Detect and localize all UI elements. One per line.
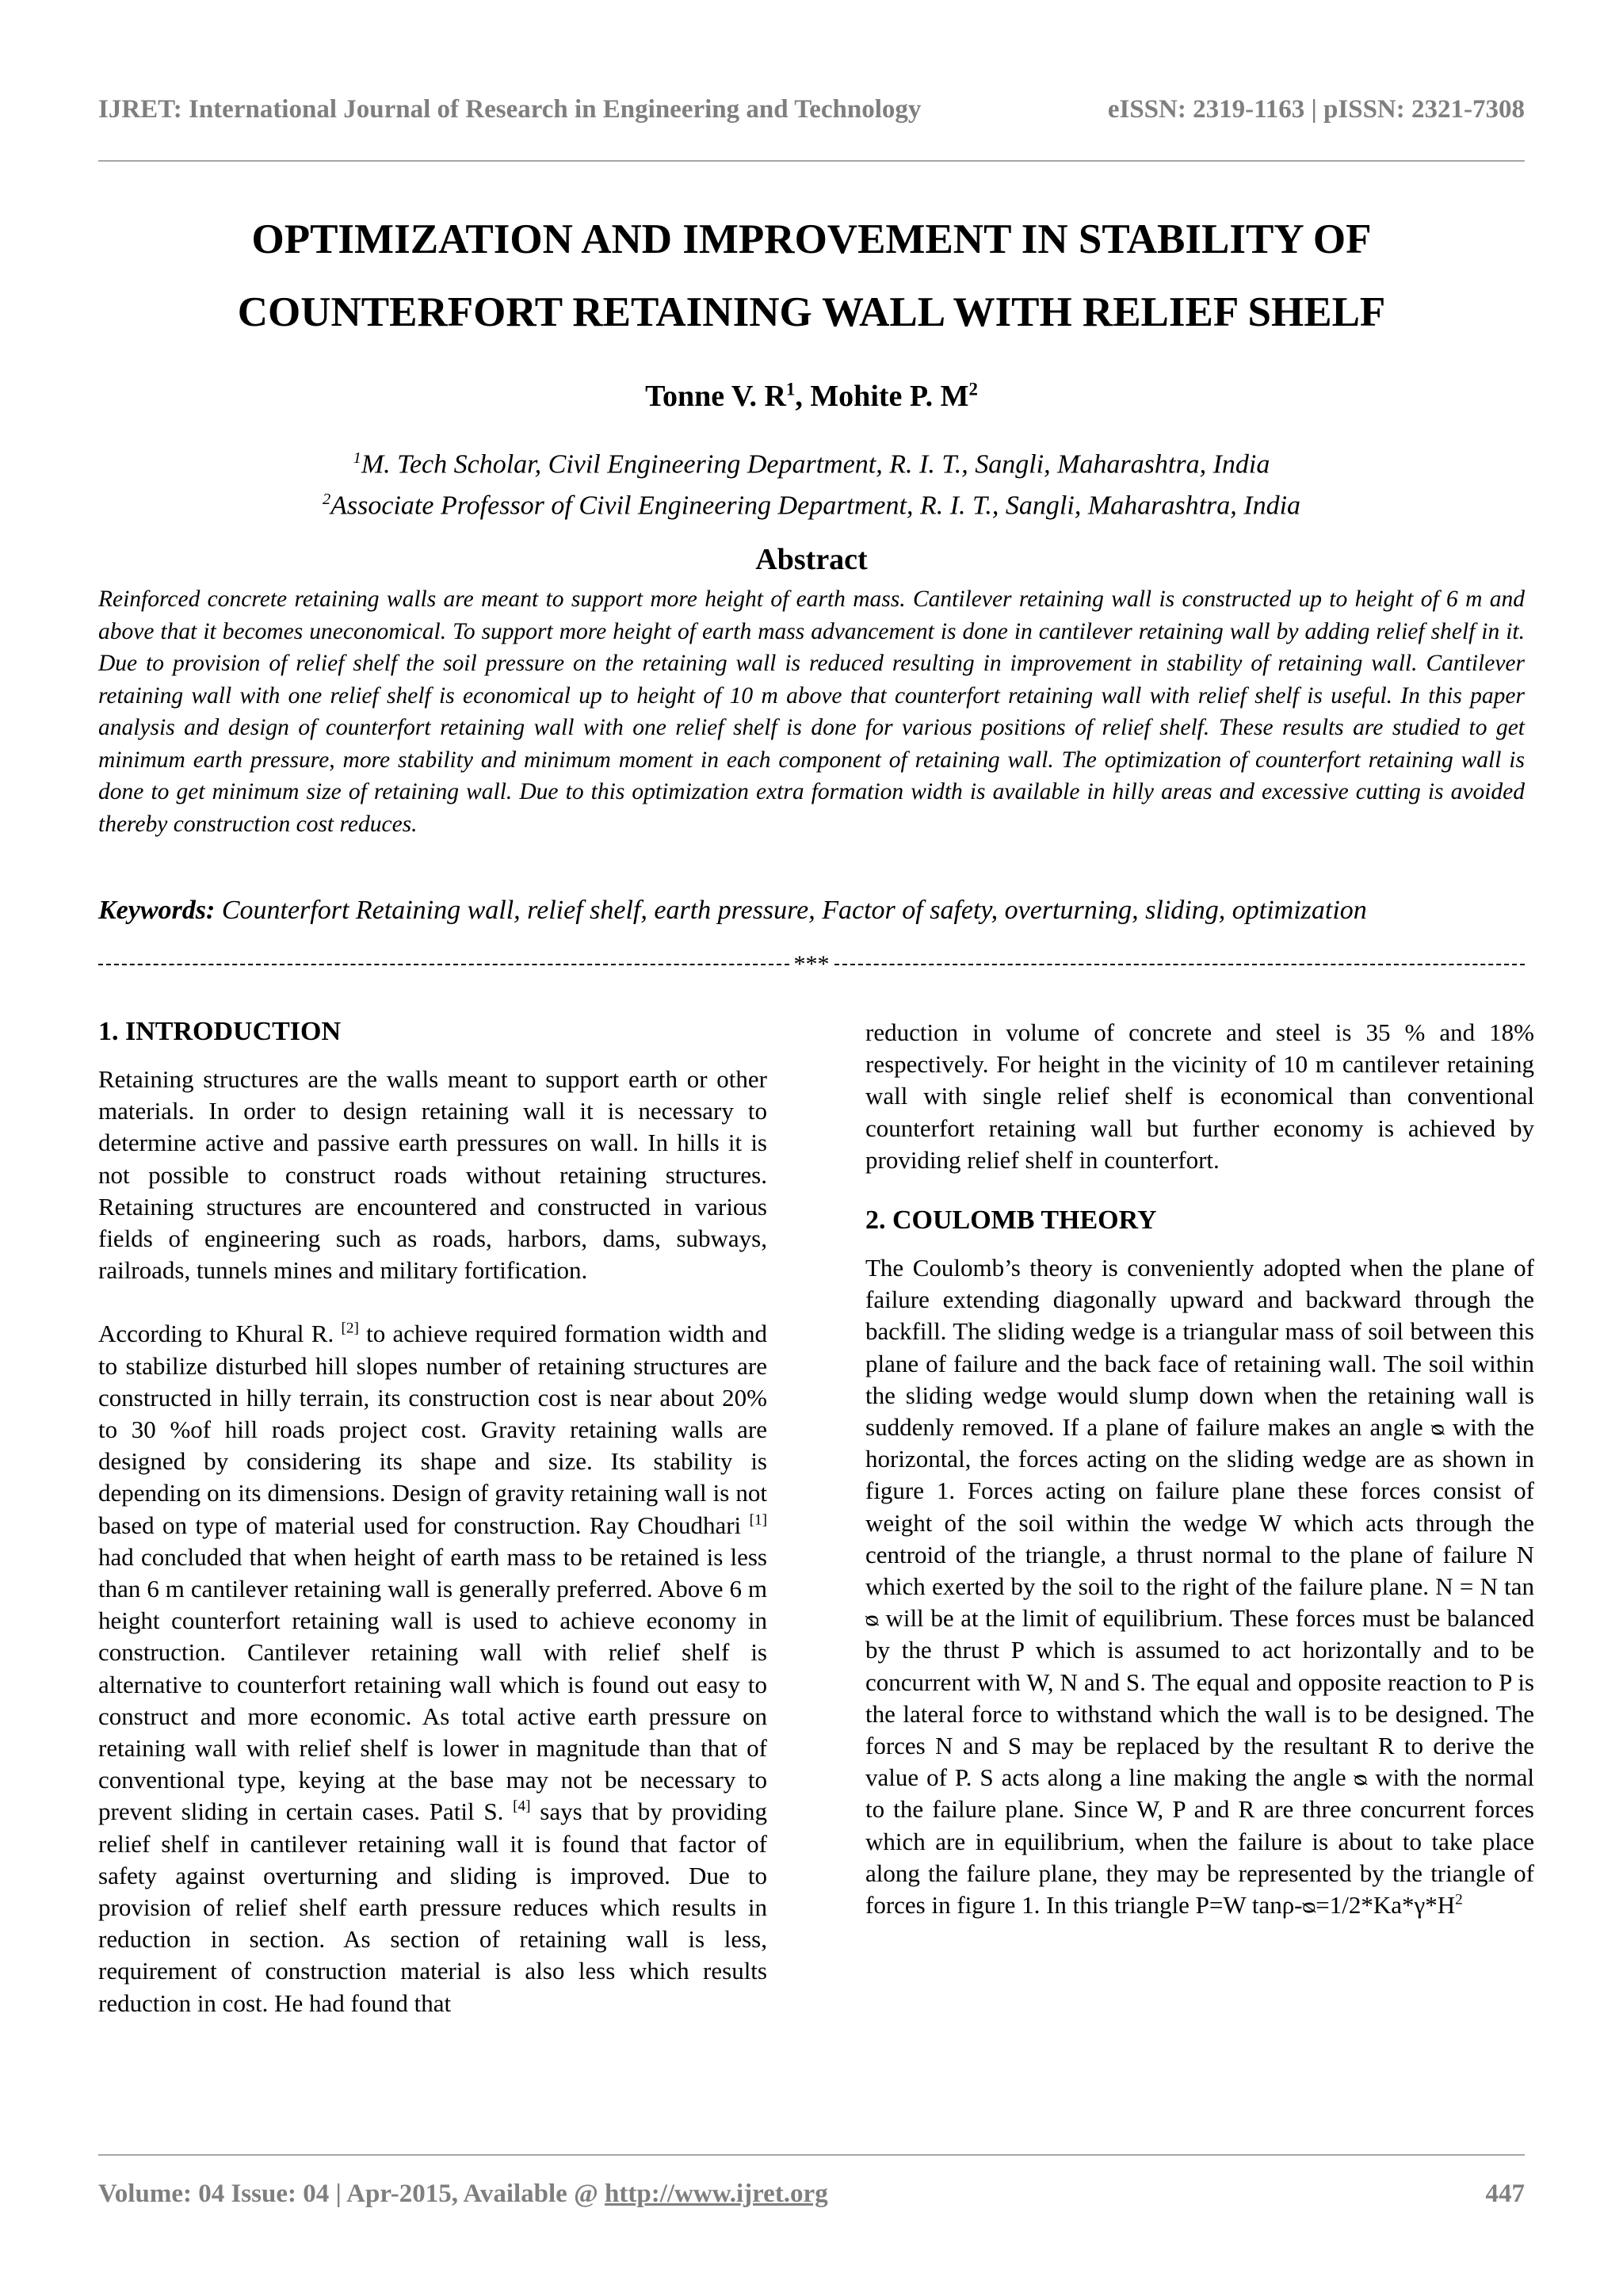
para-2-text-b: to achieve required formation width and to stabilize disturbed hill slopes number of retaining structures are constructed in hilly terrain, its construction cost is near about 20% to 30 %of hill roads project cost. Gravity retaining walls are designed by considering its shape and size. Its stability is depending on its dimensions. Design of gravity retaining wall is not based on type of material used for construction. Ray Choudhari — [98, 1320, 767, 1539]
section-separator — [98, 951, 1525, 978]
header-rule — [98, 160, 1525, 162]
section-2-text: The Coulomb’s theory is conveniently adopted when the plane of failure extending diagonally upward and backward through the backfill. The sliding wedge is a triangular mass of soil between this plane of failure and the back face of retaining wall. The soil within the sliding wedge would slump down when the retaining wall is suddenly removed. If a plane of failure makes an angle ᴓ with the horizontal, the forces acting on the sliding wedge are as shown in figure 1. Forces acting on failure plane these forces consist of weight of the soil within the wedge W which acts through the centroid of the triangle, a thrust normal to the plane of failure N which exerted by the soil to the right of the failure plane. N = N tan ᴓ will be at the limit of equilibrium. These forces must be balanced by the thrust P which is assumed to act horizontally and to be concurrent with W, N and S. The equal and opposite reaction to P is the lateral force to withstand which the wall is to be designed. The forces N and S may be replaced by the resultant R to derive the value of P. S acts along a line making the angle ᴓ with the normal to the failure plane. Since W, P and R are three concurrent forces which are in equilibrium, when the failure is about to take place along the failure plane, they may be represented by the triangle of forces in figure 1. In this triangle P=W tanρ-ᴓ=1/2*Ka*γ*H — [865, 1254, 1534, 1920]
page-number: 447 — [1485, 2179, 1525, 2208]
author-2: Mohite P. M — [810, 380, 969, 413]
section-2-para-1 — [865, 1252, 1534, 1921]
reference-4: [4] — [513, 1798, 531, 1816]
affiliations — [98, 441, 1525, 524]
author-1-sup: 1 — [785, 379, 796, 399]
section-1-continuation: reduction in volume of concrete and steel is 35 % and 18% respectively. For height in the vicinity of 10 m cantilever retaining wall with single relief shelf is economical than conventional counterfort retaining wall but further economy is achieved by providing relief shelf in counterfort. — [865, 1018, 1534, 1174]
affiliation-1-text: M. Tech Scholar, Civil Engineering Department, R. I. T., Sangli, Maharashtra, India — [361, 449, 1270, 479]
keywords — [98, 896, 1525, 926]
separator-dash-right — [834, 964, 1526, 965]
author-2-sup: 2 — [968, 379, 978, 399]
running-header — [98, 95, 1525, 124]
author-1: Tonne V. R — [645, 380, 786, 413]
title-line-2: COUNTERFORT RETAINING WALL WITH RELIEF SHELF — [237, 289, 1386, 335]
reference-1: [1] — [749, 1511, 767, 1529]
footer-rule — [98, 2154, 1525, 2156]
issn: eISSN: 2319-1163 | pISSN: 2321-7308 — [1107, 95, 1525, 124]
journal-name: IJRET: International Journal of Research in Engineering and Technology — [98, 95, 922, 124]
abstract-body: Reinforced concrete retaining walls are meant to support more height of earth mass. Cantilever retaining wall is constructed up to height of 6 m and above that it becomes uneconomical. To support more height of earth mass advancement is done in cantilever retaining wall by adding relief shelf in it. Due to provision of relief shelf the soil pressure on the retaining wall is reduced resulting in improvement in stability of retaining wall. Cantilever retaining wall with one relief shelf is economical up to height of 10 m above that counterfort retaining wall with relief shelf is useful. In this paper analysis and design of counterfort retaining wall with one relief shelf is done for various positions of relief shelf. These results are studied to get minimum earth pressure, more stability and minimum moment in each component of retaining wall. The optimization of counterfort retaining wall is done to get minimum size of retaining wall. Due to this optimization extra formation width is available in hilly areas and excessive cutting is avoided thereby construction cost reduces. — [98, 586, 1525, 837]
formula-sup: 2 — [1455, 1891, 1463, 1908]
keywords-text: Counterfort Retaining wall, relief shelf, earth pressure, Factor of safety, overturning, sliding, optimization — [215, 896, 1367, 925]
keywords-label: Keywords: — [98, 896, 216, 925]
affiliation-2 — [98, 482, 1525, 523]
affiliation-1-sup: 1 — [353, 449, 361, 467]
right-column — [865, 1017, 1534, 1921]
affiliation-2-sup: 2 — [322, 491, 331, 509]
author-separator: , — [795, 380, 811, 413]
volume-info — [98, 2179, 828, 2209]
para-2-text-d: says that by providing relief shelf in cantilever retaining wall it is found that factor of safety against overturning and sliding is improved. Due to provision of relief shelf earth pressure reduces which results in reduction in section. As section of retaining wall is less, requirement of construction material is also less which results reduction in cost. He had found that — [98, 1797, 768, 2017]
section-1-para-2 — [98, 1318, 767, 2019]
abstract-heading: Abstract — [755, 543, 868, 576]
para-2-text-a: According to Khural R. — [98, 1320, 342, 1348]
affiliation-2-text: Associate Professor of Civil Engineering Department, R. I. T., Sangli, Maharashtra, India — [330, 491, 1301, 521]
title-line-1: OPTIMIZATION AND IMPROVEMENT IN STABILITY OF — [251, 216, 1372, 262]
volume-text: Volume: 04 Issue: 04 | Apr-2015, Available @ — [98, 2179, 605, 2208]
running-footer — [98, 2179, 1525, 2209]
section-1-para-1: Retaining structures are the walls meant to support earth or other materials. In order to design retaining wall it is necessary to determine active and passive earth pressures on wall. In hills it is not possible to construct roads without retaining structures. Retaining structures are encountered and constructed in various fields of engineering such as roads, harbors, dams, subways, railroads, tunnels mines and military fortification. — [98, 1065, 767, 1285]
affiliation-1 — [98, 441, 1525, 482]
separator-stars: *** — [793, 951, 830, 977]
section-1-heading: 1. INTRODUCTION — [98, 1017, 342, 1046]
separator-dash-left — [98, 964, 789, 965]
paper-title — [98, 203, 1525, 349]
section-2-heading: 2. COULOMB THEORY — [865, 1205, 1157, 1236]
left-column — [98, 1014, 767, 2019]
journal-link[interactable]: http://www.ijret.org — [605, 2179, 828, 2208]
reference-2: [2] — [341, 1320, 359, 1338]
authors — [98, 379, 1525, 414]
para-2-text-c: had concluded that when height of earth mass to be retained is less than 6 m cantilever retaining wall is generally preferred. Above 6 m height counterfort retaining wall is used to achieve economy in construction. Cantilever retaining wall with relief shelf is alternative to counterfort retaining wall which is found out easy to construct and more economic. As total active earth pressure on retaining wall with relief shelf is lower in magnitude than that of conventional type, keying at the base may not be necessary to prevent sliding in certain cases. Patil S. — [98, 1542, 767, 1826]
